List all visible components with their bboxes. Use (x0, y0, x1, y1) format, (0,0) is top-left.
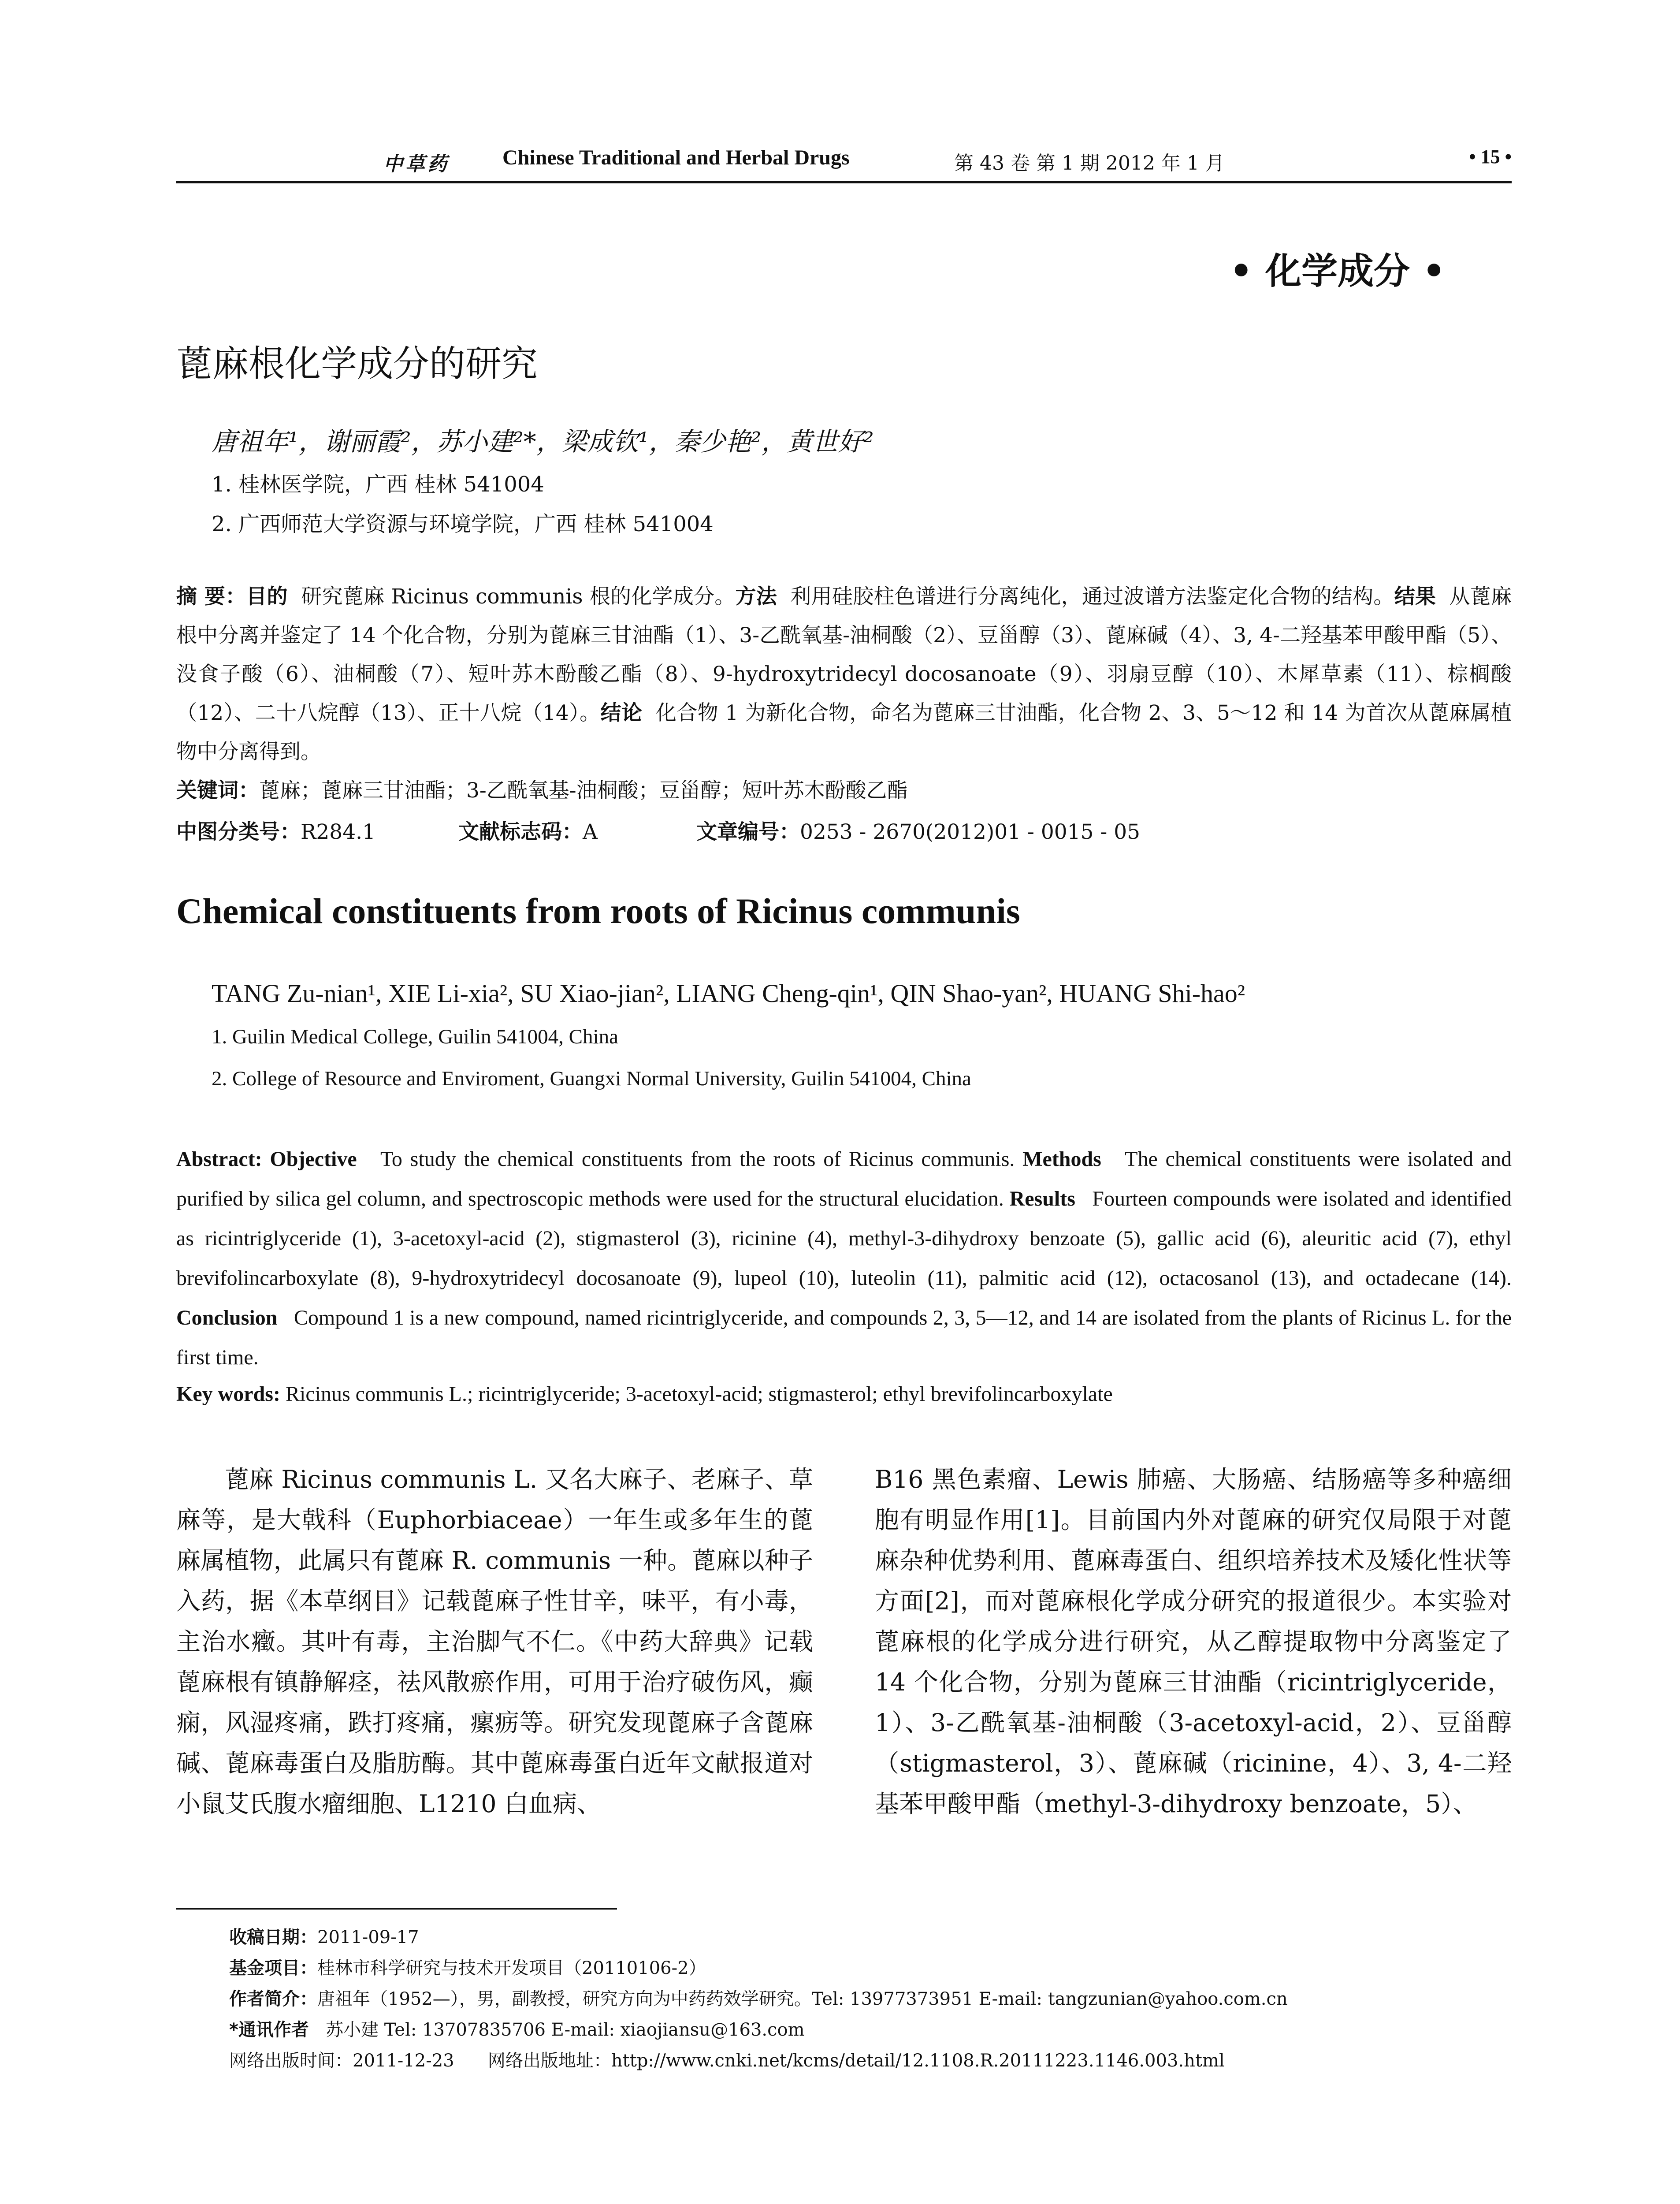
page-number: • 15 • (1469, 146, 1512, 168)
abstract-en (176, 1139, 1512, 1378)
journal-name-en: Chinese Traditional and Herbal Drugs (502, 146, 850, 169)
results-label-en: Results (1009, 1187, 1075, 1210)
classification-row (176, 815, 1140, 845)
abstract-cn-label: 摘 要： (176, 585, 246, 609)
article-no-label: 文章编号： (696, 820, 800, 844)
methods-label-cn: 方法 (735, 585, 777, 609)
results-en: Fourteen compounds were isolated and identified as ricintriglyceride (1), 3-acetoxyl-acid (2), stigmasterol (3), ricinine (4), methyl-3-dihydroxy benzoate (5), gallic acid (6), aleuritic acid (7), ethyl brevifolincarboxylate (8), 9-hydroxytridecyl docosanoate (9), lupeol (10), luteolin (11), palmitic acid (12), octacosanol (13), and octadecane (14). (176, 1187, 1512, 1290)
conclusion-label-en: Conclusion (176, 1306, 278, 1329)
objective-label-cn: 目的 (246, 585, 288, 609)
footnote-received: 收稿日期：2011-09-17 (229, 1927, 419, 1947)
objective-cn: 研究蓖麻 Ricinus communis 根的化学成分。 (301, 585, 736, 609)
methods-cn: 利用硅胶柱色谱进行分离纯化，通过波谱方法鉴定化合物的结构。 (790, 585, 1394, 609)
journal-name-cn: 中草药 (383, 153, 450, 175)
results-cn: 从蓖麻根中分离并鉴定了 14 个化合物，分别为蓖麻三甘油酯（1）、3-乙酰氧基-油桐酸（2）、豆甾醇（3）、蓖麻碱（4）、3, 4-二羟基苯甲酸甲酯（5）、没食子酸（6）、油桐酸（7）、短叶苏木酚酸乙酯（8）、9-hydroxytridecyl docosanoate（9）、羽扇豆醇（10）、木犀草素（11）、棕榈酸（12）、二十八烷醇（13）、正十八烷（14）。 (176, 585, 1512, 725)
body-column-left: 蓖麻 Ricinus communis L. 又名大麻子、老麻子、草麻等，是大戟科（Euphorbiaceae）一年生或多年生的蓖麻属植物，此属只有蓖麻 R. communis 一种。蓖麻以种子入药，据《本草纲目》记载蓖麻子性甘辛，味平，有小毒，主治水癥。其叶有毒，主治脚气不仁。《中药大辞典》记载蓖麻根有镇静解痉，祛风散瘀作用，可用于治疗破伤风，癫痫，风湿疼痛，跌打疼痛，瘰疬等。研究发现蓖麻子含蓖麻碱、蓖麻毒蛋白及脂肪酶。其中蓖麻毒蛋白近年文献报道对小鼠艾氏腹水瘤细胞、L1210 白血病、 (176, 1465, 813, 1818)
affiliation-en-2: 2. College of Resource and Enviroment, Guangxi Normal University, Guilin 541004, China (212, 1067, 971, 1090)
article-no-value: 0253 - 2670(2012)01 - 0015 - 05 (800, 820, 1141, 844)
conclusion-en: Compound 1 is a new compound, named ricintriglyceride, and compounds 2, 3, 5—12, and 14 are isolated from the plants of Ricinus L. for the first time. (176, 1306, 1512, 1369)
footnote-corresponding: *通讯作者 苏小建 Tel: 13707835706 E-mail: xiaojiansu@163.com (229, 2020, 805, 2040)
title-en: Chemical constituents from roots of Ricinus communis (176, 891, 1020, 931)
keywords-cn: 蓖麻；蓖麻三甘油酯；3-乙酰氧基-油桐酸；豆甾醇；短叶苏木酚酸乙酯 (259, 778, 908, 803)
header-rule (176, 181, 1512, 183)
objective-en: To study the chemical constituents from the roots of Ricinus communis. (380, 1147, 1015, 1171)
conclusion-label-cn: 结论 (600, 701, 643, 725)
footnote-fund: 基金项目：桂林市科学研究与技术开发项目（20110106-2） (229, 1958, 706, 1978)
footnote-online: 网络出版时间：2011-12-23 网络出版地址：http://www.cnki.net/kcms/detail/12.1108.R.20111223.1146.003.html (229, 2051, 1225, 2071)
running-header (176, 145, 1512, 181)
keywords-cn-label: 关键词： (176, 778, 259, 803)
abstract-cn (176, 577, 1512, 810)
keywords-en-row (176, 1382, 1512, 1406)
clc-label: 中图分类号： (176, 820, 301, 844)
conclusion-cn: 化合物 1 为新化合物，命名为蓖麻三甘油酯，化合物 2、3、5～12 和 14 为首次从蓖麻属植物中分离得到。 (176, 701, 1512, 764)
journal-issue: 第 43 卷 第 1 期 2012 年 1 月 (954, 152, 1225, 175)
footnote-author: 作者简介：唐祖年（1952—），男，副教授，研究方向为中药药效学研究。Tel: 13977373951 E-mail: tangzunian@yahoo.com.cn (229, 1989, 1288, 2009)
methods-label-en: Methods (1022, 1147, 1101, 1171)
clc-value: R284.1 (301, 820, 375, 844)
affiliation-cn-2: 2. 广西师范大学资源与环境学院，广西 桂林 541004 (212, 512, 714, 536)
affiliation-cn-1: 1. 桂林医学院，广西 桂林 541004 (212, 472, 544, 497)
footnote-rule (176, 1908, 617, 1910)
footnotes (229, 1922, 1288, 2076)
keywords-en: Ricinus communis L.; ricintriglyceride; 3-acetoxyl-acid; stigmasterol; ethyl brevifolincarboxylate (285, 1382, 1113, 1406)
online-url-link[interactable]: http://www.cnki.net/kcms/detail/12.1108.R.20111223.1146.003.html (611, 2051, 1225, 2071)
section-tag: • 化学成分 • (1230, 250, 1446, 292)
objective-label-en: Abstract: Objective (176, 1147, 357, 1171)
affiliation-en-1: 1. Guilin Medical College, Guilin 541004, China (212, 1025, 618, 1048)
authors-en: TANG Zu-nian¹, XIE Li-xia², SU Xiao-jian², LIANG Cheng-qin¹, QIN Shao-yan², HUANG Shi-hao² (212, 979, 1245, 1008)
title-cn: 蓖麻根化学成分的研究 (176, 343, 538, 385)
methods-en: The chemical constituents were isolated and purified by silica gel column, and spectroscopic methods were used for the structural elucidation. (176, 1147, 1512, 1210)
results-label-cn: 结果 (1394, 585, 1436, 609)
doc-code-label: 文献标志码： (458, 820, 583, 844)
keywords-en-label: Key words: (176, 1382, 280, 1406)
doc-code-value: A (583, 820, 598, 844)
body-column-right: B16 黑色素瘤、Lewis 肺癌、大肠癌、结肠癌等多种癌细胞有明显作用[1]。目前国内外对蓖麻的研究仅局限于对蓖麻杂种优势利用、蓖麻毒蛋白、组织培养技术及矮化性状等方面[2]，而对蓖麻根化学成分研究的报道很少。本实验对蓖麻根的化学成分进行研究，从乙醇提取物中分离鉴定了 14 个化合物，分别为蓖麻三甘油酯（ricintriglyceride，1）、3-乙酰氧基-油桐酸（3-acetoxyl-acid，2）、豆甾醇（stigmasterol，3）、蓖麻碱（ricinine，4）、3, 4-二羟基苯甲酸甲酯（methyl-3-dihydroxy benzoate，5）、 (875, 1465, 1512, 1818)
authors-cn: 唐祖年¹，谢丽霞²，苏小建²*，梁成钦¹，秦少艳²，黄世好² (212, 427, 874, 457)
